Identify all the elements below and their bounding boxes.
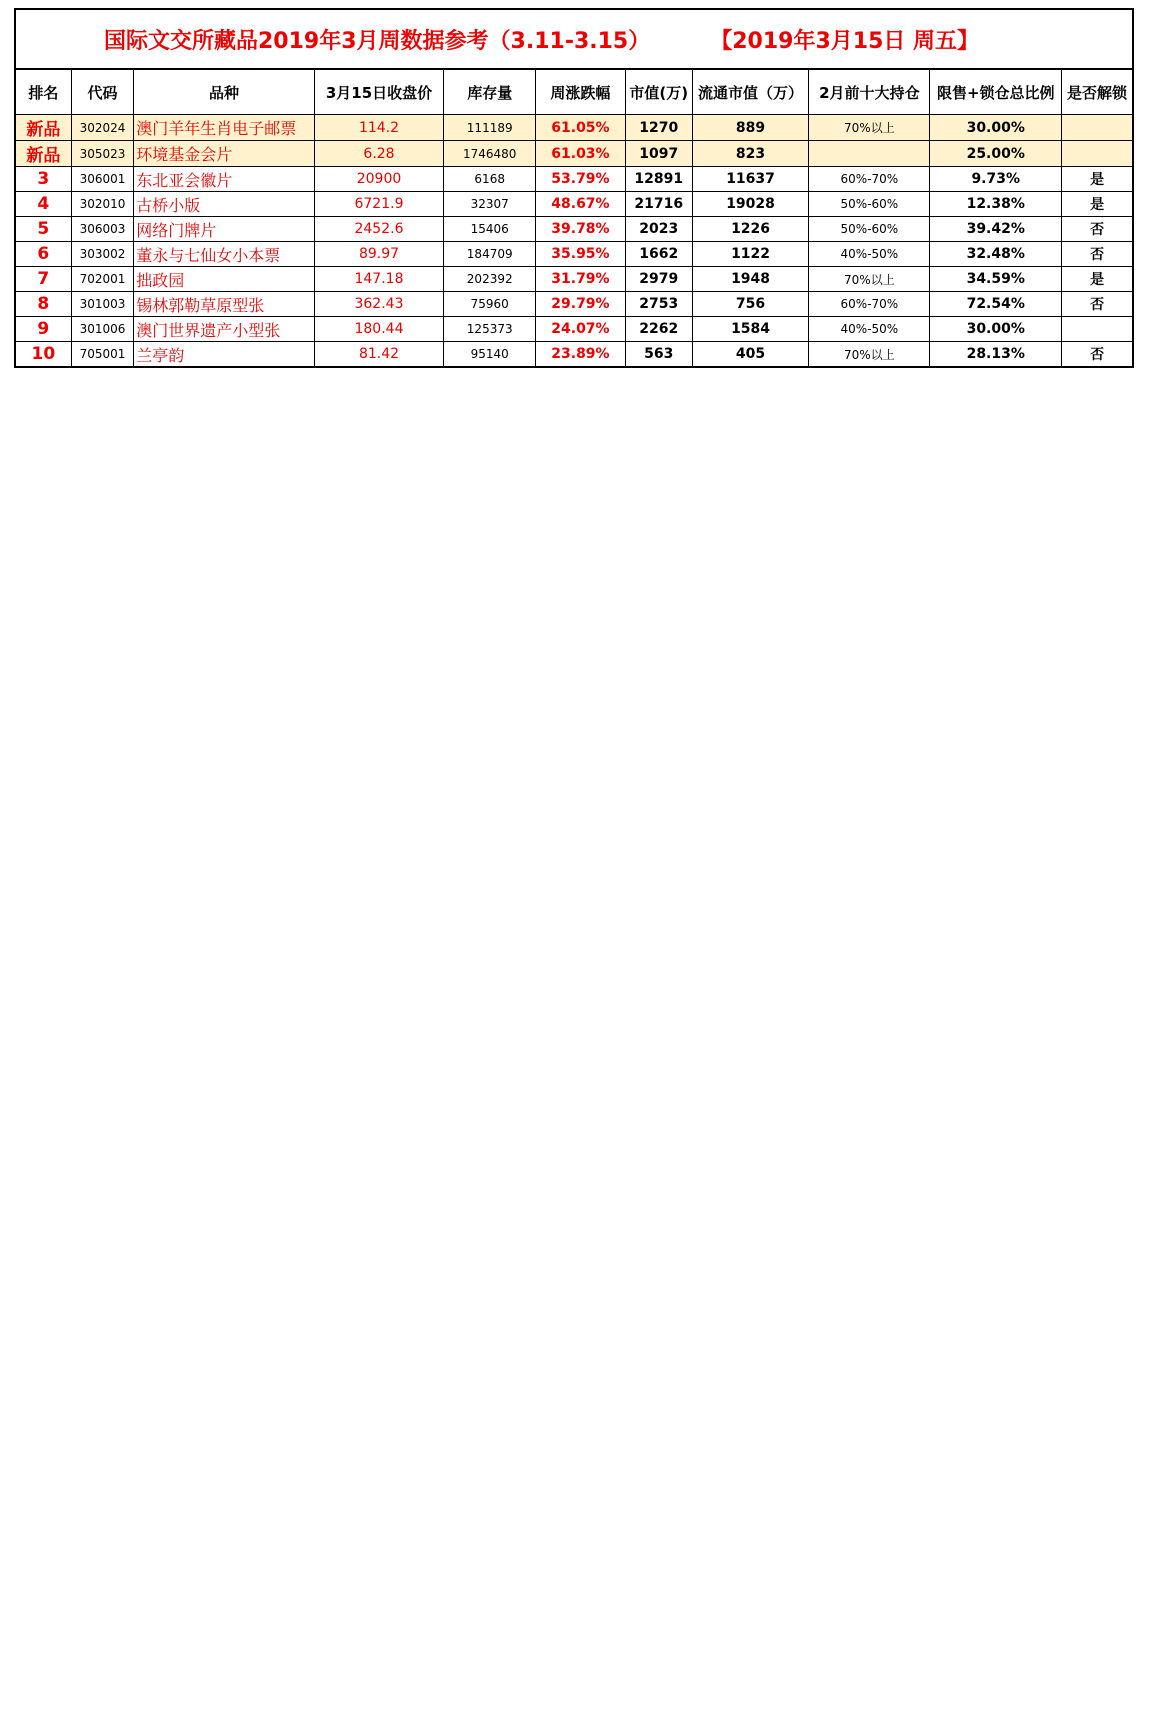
header-cell: 限售+锁仓总比例: [930, 69, 1062, 115]
float-cap-cell: 11637: [692, 167, 809, 192]
rank-cell: 9: [15, 317, 71, 342]
float-cap-cell: 1584: [692, 317, 809, 342]
code-cell: 305023: [71, 141, 134, 167]
code-cell: 301003: [71, 292, 134, 317]
price-cell: 89.97: [314, 242, 444, 267]
header-cell: 流通市值（万）: [692, 69, 809, 115]
price-cell: 114.2: [314, 115, 444, 141]
holding-cell: 60%-70%: [809, 292, 930, 317]
stock-cell: 1746480: [444, 141, 536, 167]
unlock-cell: 否: [1062, 292, 1133, 317]
ratio-cell: 12.38%: [930, 192, 1062, 217]
float-cap-cell: 889: [692, 115, 809, 141]
header-cell: 是否解锁: [1062, 69, 1133, 115]
code-cell: 306001: [71, 167, 134, 192]
cap-cell: 1270: [625, 115, 692, 141]
float-cap-cell: 756: [692, 292, 809, 317]
cap-cell: 2262: [625, 317, 692, 342]
table-row: [15, 267, 1133, 292]
table-row: [15, 317, 1133, 342]
holding-cell: 50%-60%: [809, 217, 930, 242]
price-cell: 81.42: [314, 342, 444, 368]
rank-cell: 7: [15, 267, 71, 292]
code-cell: 302010: [71, 192, 134, 217]
cap-cell: 1662: [625, 242, 692, 267]
unlock-cell: 是: [1062, 267, 1133, 292]
title-date: 【2019年3月15日 周五】: [710, 28, 980, 54]
float-cap-cell: 823: [692, 141, 809, 167]
stock-cell: 32307: [444, 192, 536, 217]
stock-cell: 75960: [444, 292, 536, 317]
price-cell: 6721.9: [314, 192, 444, 217]
name-cell: 澳门世界遗产小型张: [134, 317, 314, 342]
sheet-title: [14, 8, 1134, 68]
name-cell: 环境基金会片: [134, 141, 314, 167]
ratio-cell: 39.42%: [930, 217, 1062, 242]
name-cell: 锡林郭勒草原型张: [134, 292, 314, 317]
code-cell: 705001: [71, 342, 134, 368]
name-cell: 董永与七仙女小本票: [134, 242, 314, 267]
price-cell: 180.44: [314, 317, 444, 342]
price-cell: 6.28: [314, 141, 444, 167]
sheet: [14, 8, 1134, 368]
stock-cell: 184709: [444, 242, 536, 267]
table-body: [15, 115, 1133, 368]
title-main: 国际文交所藏品2019年3月周数据参考（3.11-3.15）: [104, 28, 651, 54]
holding-cell: 40%-50%: [809, 242, 930, 267]
table-row: [15, 217, 1133, 242]
price-cell: 20900: [314, 167, 444, 192]
data-table: [14, 68, 1134, 368]
name-cell: 拙政园: [134, 267, 314, 292]
change-cell: 29.79%: [536, 292, 626, 317]
ratio-cell: 32.48%: [930, 242, 1062, 267]
price-cell: 147.18: [314, 267, 444, 292]
ratio-cell: 72.54%: [930, 292, 1062, 317]
price-cell: 362.43: [314, 292, 444, 317]
change-cell: 39.78%: [536, 217, 626, 242]
table-row: [15, 167, 1133, 192]
stock-cell: 125373: [444, 317, 536, 342]
holding-cell: 70%以上: [809, 115, 930, 141]
float-cap-cell: 405: [692, 342, 809, 368]
stock-cell: 95140: [444, 342, 536, 368]
change-cell: 35.95%: [536, 242, 626, 267]
table-row: [15, 115, 1133, 141]
rank-cell: 3: [15, 167, 71, 192]
stock-cell: 202392: [444, 267, 536, 292]
ratio-cell: 30.00%: [930, 115, 1062, 141]
unlock-cell: 是: [1062, 167, 1133, 192]
float-cap-cell: 19028: [692, 192, 809, 217]
header-cell: 品种: [134, 69, 314, 115]
unlock-cell: [1062, 317, 1133, 342]
rank-cell: 4: [15, 192, 71, 217]
unlock-cell: 否: [1062, 217, 1133, 242]
float-cap-cell: 1948: [692, 267, 809, 292]
holding-cell: 70%以上: [809, 342, 930, 368]
header-cell: 库存量: [444, 69, 536, 115]
holding-cell: 50%-60%: [809, 192, 930, 217]
holding-cell: 60%-70%: [809, 167, 930, 192]
code-cell: 702001: [71, 267, 134, 292]
header-cell: 周涨跌幅: [536, 69, 626, 115]
unlock-cell: 否: [1062, 342, 1133, 368]
name-cell: 古桥小版: [134, 192, 314, 217]
change-cell: 31.79%: [536, 267, 626, 292]
table-row: [15, 292, 1133, 317]
rank-cell: 8: [15, 292, 71, 317]
cap-cell: 12891: [625, 167, 692, 192]
table-row: [15, 192, 1133, 217]
rank-cell: 10: [15, 342, 71, 368]
change-cell: 53.79%: [536, 167, 626, 192]
header-cell: 2月前十大持仓: [809, 69, 930, 115]
cap-cell: 563: [625, 342, 692, 368]
table-row: [15, 141, 1133, 167]
change-cell: 61.05%: [536, 115, 626, 141]
float-cap-cell: 1226: [692, 217, 809, 242]
unlock-cell: [1062, 115, 1133, 141]
name-cell: 澳门羊年生肖电子邮票: [134, 115, 314, 141]
header-row: [15, 69, 1133, 115]
unlock-cell: 否: [1062, 242, 1133, 267]
rank-cell: 6: [15, 242, 71, 267]
table-row: [15, 242, 1133, 267]
unlock-cell: [1062, 141, 1133, 167]
cap-cell: 2753: [625, 292, 692, 317]
holding-cell: 70%以上: [809, 267, 930, 292]
stock-cell: 15406: [444, 217, 536, 242]
ratio-cell: 9.73%: [930, 167, 1062, 192]
ratio-cell: 30.00%: [930, 317, 1062, 342]
change-cell: 48.67%: [536, 192, 626, 217]
code-cell: 306003: [71, 217, 134, 242]
cap-cell: 1097: [625, 141, 692, 167]
header-cell: 市值(万): [625, 69, 692, 115]
name-cell: 网络门牌片: [134, 217, 314, 242]
change-cell: 61.03%: [536, 141, 626, 167]
table-row: [15, 342, 1133, 368]
float-cap-cell: 1122: [692, 242, 809, 267]
ratio-cell: 25.00%: [930, 141, 1062, 167]
header-cell: 代码: [71, 69, 134, 115]
name-cell: 东北亚会徽片: [134, 167, 314, 192]
rank-cell: 新品: [15, 115, 71, 141]
cap-cell: 2979: [625, 267, 692, 292]
stock-cell: 6168: [444, 167, 536, 192]
rank-cell: 5: [15, 217, 71, 242]
cap-cell: 21716: [625, 192, 692, 217]
header-cell: 3月15日收盘价: [314, 69, 444, 115]
ratio-cell: 34.59%: [930, 267, 1062, 292]
name-cell: 兰亭韵: [134, 342, 314, 368]
price-cell: 2452.6: [314, 217, 444, 242]
stock-cell: 111189: [444, 115, 536, 141]
code-cell: 303002: [71, 242, 134, 267]
unlock-cell: 是: [1062, 192, 1133, 217]
cap-cell: 2023: [625, 217, 692, 242]
holding-cell: 40%-50%: [809, 317, 930, 342]
ratio-cell: 28.13%: [930, 342, 1062, 368]
code-cell: 302024: [71, 115, 134, 141]
holding-cell: [809, 141, 930, 167]
change-cell: 24.07%: [536, 317, 626, 342]
rank-cell: 新品: [15, 141, 71, 167]
header-cell: 排名: [15, 69, 71, 115]
change-cell: 23.89%: [536, 342, 626, 368]
code-cell: 301006: [71, 317, 134, 342]
